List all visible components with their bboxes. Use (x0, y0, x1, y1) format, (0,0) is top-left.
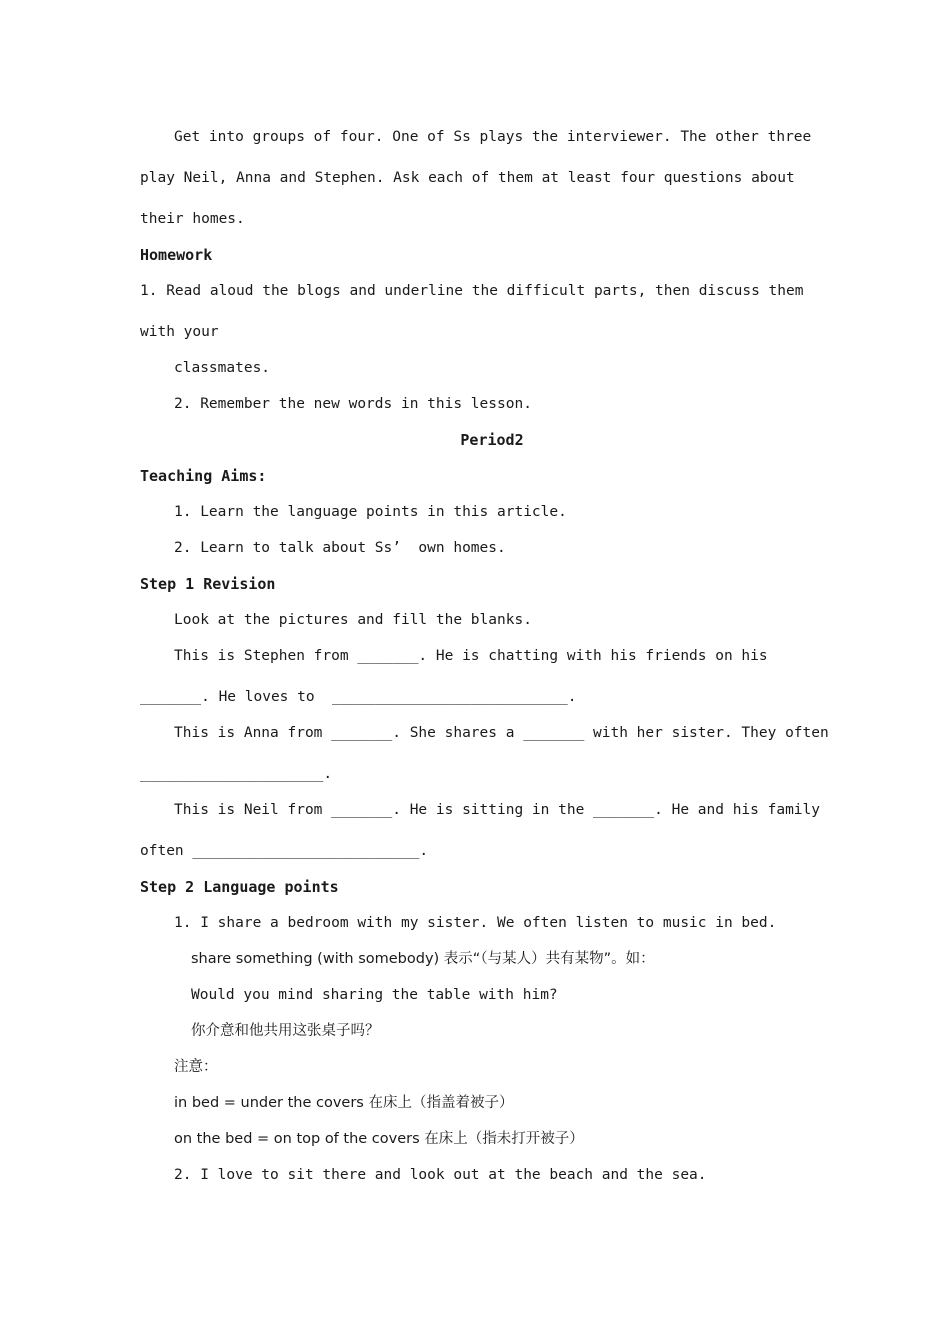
step1-instruction: Look at the pictures and fill the blanks. (174, 612, 532, 628)
step1-neil-line-b: often __________________________. (140, 843, 429, 859)
step1-heading: Step 1 Revision (140, 575, 276, 593)
step2-point-2: 2. I love to sit there and look out at the beach and the sea. (174, 1167, 707, 1183)
homework-item-1b: with your (140, 324, 219, 340)
teaching-aims-item-1: 1. Learn the language points in this article. (174, 504, 567, 520)
step1-stephen-line-b: _______. He loves to ___________________________. (140, 689, 577, 705)
homework-item-1c: classmates. (174, 360, 271, 376)
homework-item-1a: 1. Read aloud the blogs and underline the difficult parts, then discuss them (140, 283, 804, 299)
teaching-aims-item-2: 2. Learn to talk about Ss’ own homes. (174, 540, 506, 556)
step2-point-1-translation: 你介意和他共用这张桌子吗？ (191, 1023, 380, 1039)
intro-line-2: play Neil, Anna and Stephen. Ask each of them at least four questions about (140, 170, 795, 186)
step1-anna-line-a: This is Anna from _______. She shares a _______ with her sister. They often (174, 725, 829, 741)
intro-line-1: Get into groups of four. One of Ss plays the interviewer. The other three (174, 129, 812, 145)
period-title: Period2 (460, 431, 524, 449)
step2-point-1-example: Would you mind sharing the table with him? (191, 987, 558, 1003)
step1-stephen-line-a: This is Stephen from _______. He is chatting with his friends on his (174, 648, 768, 664)
intro-line-3: their homes. (140, 211, 245, 227)
homework-heading: Homework (140, 246, 213, 264)
step2-heading: Step 2 Language points (140, 878, 339, 896)
step2-note-1: in bed = under the covers 在床上（指盖着被子） (174, 1095, 514, 1111)
step2-note-2: on the bed = on top of the covers 在床上（指未打开被子） (174, 1131, 584, 1147)
step1-neil-line-a: This is Neil from _______. He is sitting in the _______. He and his family (174, 802, 821, 818)
step2-point-1-explanation: share something (with somebody) 表示“（与某人）共有某物”。如： (191, 951, 655, 967)
homework-item-2: 2. Remember the new words in this lesson. (174, 396, 532, 412)
step2-note-label: 注意： (174, 1059, 218, 1075)
teaching-aims-heading: Teaching Aims: (140, 467, 267, 485)
step2-point-1: 1. I share a bedroom with my sister. We often listen to music in bed. (174, 915, 777, 931)
step1-anna-line-b: _____________________. (140, 766, 333, 782)
